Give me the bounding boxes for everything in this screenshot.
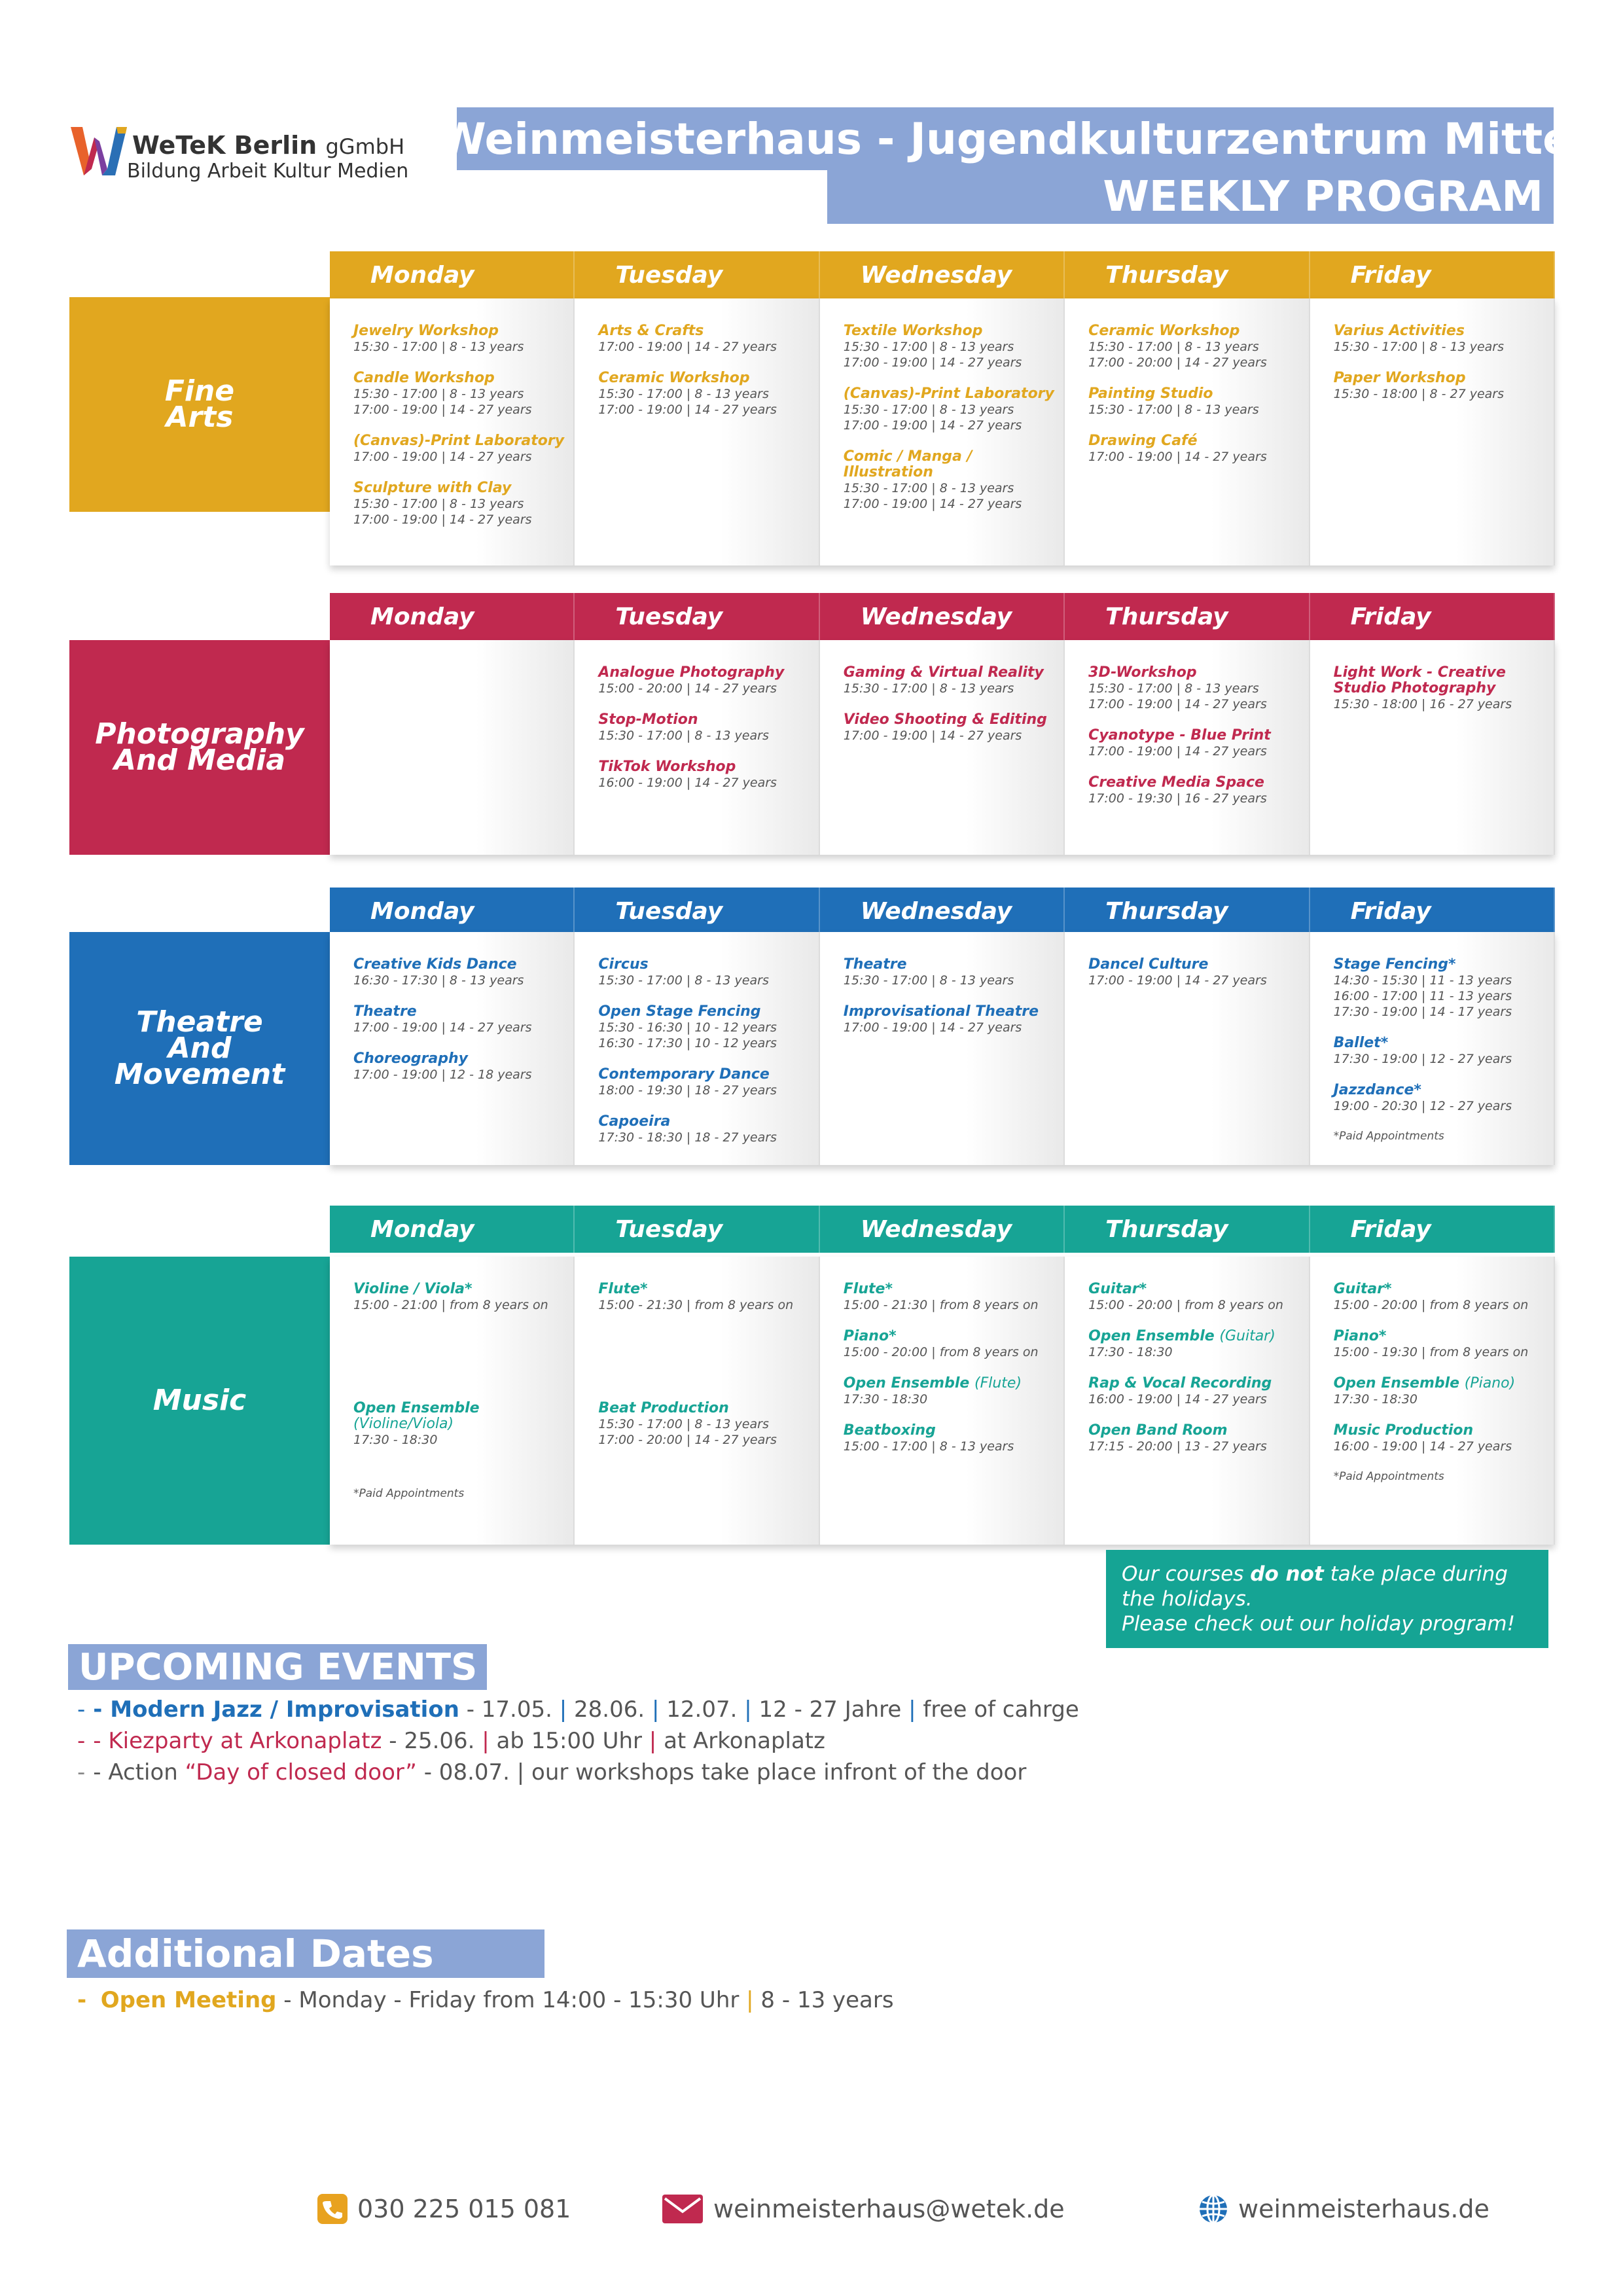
schedule-entry [353,370,567,418]
entry-title: Dancel Culture [1088,956,1209,973]
entry-time: 17:00 - 20:00 | 14 - 27 years [1088,355,1267,370]
entry-title: Violine / Viola* [353,1281,473,1297]
schedule-entry [844,1423,1057,1454]
schedule-entry [1088,1282,1302,1313]
schedule-entry [353,323,567,355]
day-column-tuesday [575,298,819,565]
day-label-friday: Friday [1310,251,1555,298]
paid-appointments-note: *Paid Appointments [1333,1470,1444,1483]
entry-title: Guitar* [1333,1281,1392,1297]
schedule-entry [1088,775,1302,806]
entry-title: Open Ensemble (Guitar) [1088,1328,1275,1344]
entry-title: (Canvas)-Print Laboratory [843,386,1054,402]
entry-time: 15:00 - 20:00 | from 8 years on [843,1345,1039,1359]
entry-time: 15:00 - 17:00 | 8 - 13 years [843,1439,1014,1454]
schedule-entry [1088,386,1302,418]
schedule-entry [598,370,812,418]
entry-title: Painting Studio [1088,386,1213,402]
schedule-entry [844,323,1057,370]
schedule-entry [1334,1376,1547,1407]
entry-time: 17:00 - 19:30 | 16 - 27 years [1088,791,1267,806]
entry-title: Stage Fencing* [1333,956,1456,973]
day-column-wednesday [820,298,1065,565]
day-label-tuesday: Tuesday [575,888,819,935]
day-header-row [330,251,1555,298]
entry-time: 15:30 - 17:00 | 8 - 13 years [598,387,769,401]
entry-title: Piano* [1333,1328,1387,1344]
schedule-entry [598,323,812,355]
entry-title: Ceramic Workshop [598,370,750,386]
entry-title: Candle Workshop [353,370,495,386]
entry-time: 17:00 - 19:00 | 14 - 27 years [843,418,1022,433]
category-label [69,640,330,855]
email-address: weinmeisterhaus@wetek.de [713,2195,1065,2223]
brand-name: WeTeK Berlin gGmbH [132,131,405,160]
entry-time: 15:30 - 17:00 | 8 - 13 years [843,403,1014,417]
schedule-entry [1088,323,1302,370]
entry-time: 15:30 - 18:00 | 16 - 27 years [1333,697,1512,711]
schedule-entry [353,1282,567,1313]
schedule-entry [1088,1423,1302,1454]
entry-time: 17:00 - 19:00 | 14 - 27 years [843,497,1022,511]
entry-title: Creative Kids Dance [353,956,517,973]
entry-title: Music Production [1333,1422,1474,1439]
entry-title: Improvisational Theatre [843,1003,1039,1020]
entry-title: Guitar* [1088,1281,1147,1297]
day-label-thursday: Thursday [1065,888,1310,935]
entry-time: 15:30 - 16:30 | 10 - 12 years [598,1020,777,1035]
wetek-logo-icon [69,123,128,182]
day-label-monday: Monday [330,251,575,298]
day-label-tuesday: Tuesday [575,593,819,640]
schedule-entry [598,1282,812,1313]
entry-title: Varius Activities [1333,323,1465,339]
entry-title: Textile Workshop [843,323,983,339]
day-label-wednesday: Wednesday [820,593,1065,640]
entry-title: Open Ensemble (Flute) [843,1375,1022,1391]
additional-date-name: Open Meeting [100,1987,277,2013]
entry-time: 17:00 - 19:00 | 14 - 27 years [1088,744,1267,759]
schedule-entry [844,665,1057,696]
entry-time: 17:00 - 19:00 | 14 - 27 years [353,450,532,464]
entry-time: 15:30 - 17:00 | 8 - 13 years [1333,340,1505,354]
day-header-row [330,1206,1555,1253]
entry-time: 15:30 - 17:00 | 8 - 13 years [843,973,1014,988]
entry-time: 17:00 - 19:00 | 14 - 27 years [843,1020,1022,1035]
day-column-tuesday [575,640,819,855]
entry-time: 15:30 - 18:00 | 8 - 27 years [1333,387,1505,401]
entry-time: 17:00 - 19:00 | 14 - 27 years [1088,450,1267,464]
entry-time: 16:00 - 19:00 | 14 - 27 years [598,776,777,790]
entry-time: 16:00 - 19:00 | 14 - 27 years [1333,1439,1512,1454]
paid-appointments-note: *Paid Appointments [353,1487,465,1500]
event-name: - Modern Jazz / Improvisation [93,1696,459,1723]
day-column-friday [1310,1257,1555,1545]
phone-icon [317,2193,348,2225]
day-label-thursday: Thursday [1065,251,1310,298]
entry-time: 17:00 - 19:00 | 14 - 27 years [1088,973,1267,988]
schedule-entry [1334,665,1547,712]
schedule-entry [598,957,812,988]
entry-time: 17:00 - 19:00 | 14 - 27 years [598,403,777,417]
category-name: Photography And Media [95,717,304,777]
entry-time: 17:00 - 19:00 | 14 - 27 years [1088,697,1267,711]
entry-title: Piano* [843,1328,897,1344]
day-column-monday [330,640,575,855]
day-label-wednesday: Wednesday [820,1206,1065,1253]
website-url: weinmeisterhaus.de [1238,2195,1489,2223]
entry-time: 17:00 - 19:00 | 14 - 27 years [843,355,1022,370]
entry-title: Light Work - Creative Studio Photography [1333,664,1506,696]
schedule-entry [844,386,1057,433]
entry-time: 15:30 - 17:00 | 8 - 13 years [353,497,524,511]
schedule-entry [1334,1282,1547,1313]
entry-title: TikTok Workshop [598,759,736,775]
day-label-monday: Monday [330,593,575,640]
entry-title: Open Ensemble (Violine/Viola) [353,1400,480,1432]
entry-time: 17:00 - 20:00 | 14 - 27 years [598,1433,777,1447]
day-column-tuesday [575,932,819,1165]
entry-time: 17:30 - 18:30 [1088,1345,1173,1359]
entry-time: 17:30 - 18:30 [1333,1392,1418,1407]
entry-title: Analogue Photography [598,664,785,681]
day-column-monday [330,1257,575,1545]
category-label [69,932,330,1165]
footer-phone[interactable] [317,2191,571,2227]
category-label [69,1257,330,1545]
entry-time: 15:30 - 17:00 | 8 - 13 years [353,387,524,401]
footer-email[interactable] [661,2191,1065,2227]
entry-time: 15:30 - 17:00 | 8 - 13 years [1088,403,1259,417]
schedule-entry [598,665,812,696]
entry-time: 15:30 - 17:00 | 8 - 13 years [1088,681,1259,696]
day-label-tuesday: Tuesday [575,251,819,298]
entry-time: 15:00 - 21:30 | from 8 years on [843,1298,1039,1312]
category-label [69,297,330,512]
entry-time: 15:30 - 17:00 | 8 - 13 years [598,1417,769,1431]
schedule-entry [1334,1329,1547,1360]
entry-title: (Canvas)-Print Laboratory [353,433,565,449]
entry-time: 17:15 - 20:00 | 13 - 27 years [1088,1439,1267,1454]
entry-time: 14:30 - 15:30 | 11 - 13 years [1333,973,1512,988]
entry-title: Flute* [843,1281,893,1297]
schedule-entry [1334,370,1547,402]
schedule-entry [353,480,567,528]
entry-time: 15:30 - 17:00 | 8 - 13 years [1088,340,1259,354]
entry-title: Ballet* [1333,1035,1389,1051]
entry-title: Comic / Manga / Illustration [843,448,972,480]
day-label-wednesday: Wednesday [820,888,1065,935]
day-header-row [330,593,1555,640]
additional-dates-title: Additional Dates [67,1929,544,1978]
entry-title: Beat Production [598,1400,729,1416]
schedule-entry [844,1004,1057,1035]
day-label-friday: Friday [1310,1206,1555,1253]
entry-time: 15:00 - 20:00 | from 8 years on [1333,1298,1529,1312]
entry-title: Flute* [598,1281,648,1297]
additional-date-item: - Open Meeting - Monday - Friday from 14:00 - 15:30 Uhr | 8 - 13 years [77,1987,894,2013]
entry-time: 17:30 - 18:30 [353,1433,438,1447]
entry-time: 16:30 - 17:30 | 10 - 12 years [598,1036,777,1050]
day-label-friday: Friday [1310,593,1555,640]
day-label-wednesday: Wednesday [820,251,1065,298]
schedule-entry [1334,1083,1547,1114]
schedule-entry [353,1004,567,1035]
schedule-entry [1088,957,1302,988]
schedule-grid [330,1257,1555,1545]
holiday-note: Our courses do not take place during the holidays. Please check out our holiday program! [1106,1550,1548,1648]
schedule-entry [844,957,1057,988]
entry-time: 15:30 - 17:00 | 8 - 13 years [843,340,1014,354]
entry-title: Paper Workshop [1333,370,1466,386]
wetek-logo [69,123,410,188]
entry-title: Open Ensemble (Piano) [1333,1375,1516,1391]
schedule-entry [353,433,567,465]
entry-time: 17:30 - 18:30 [843,1392,928,1407]
entry-title: Jewelry Workshop [353,323,499,339]
day-header-row [330,888,1555,935]
entry-time: 15:00 - 21:00 | from 8 years on [353,1298,548,1312]
entry-title: Arts & Crafts [598,323,704,339]
entry-title: Contemporary Dance [598,1066,770,1083]
event-item: - - Action “Day of closed door” - 08.07. | our workshops take place infront of the door [77,1759,1027,1785]
entry-time: 17:00 - 19:00 | 14 - 27 years [353,512,532,527]
day-label-friday: Friday [1310,888,1555,935]
event-item: - - Modern Jazz / Improvisation - 17.05. | 28.06. | 12.07. | 12 - 27 Jahre | free of cahrge [77,1696,1079,1723]
entry-time: 17:00 - 19:00 | 14 - 27 years [353,403,532,417]
schedule-grid [330,298,1555,565]
schedule-entry [1334,1035,1547,1067]
schedule-entry [353,1401,567,1448]
entry-title: Theatre [353,1003,417,1020]
page-title: Weinmeisterhaus - Jugendkulturzentrum Mitte [457,107,1554,170]
entry-title: Rap & Vocal Recording [1088,1375,1272,1391]
entry-title: Choreography [353,1050,469,1067]
day-column-tuesday [575,1257,819,1545]
entry-time: 16:00 - 17:00 | 11 - 13 years [1333,989,1512,1003]
day-label-tuesday: Tuesday [575,1206,819,1253]
phone-number: 030 225 015 081 [357,2195,571,2223]
day-column-wednesday [820,1257,1065,1545]
entry-title: Ceramic Workshop [1088,323,1240,339]
schedule-grid [330,932,1555,1165]
schedule-entry [598,712,812,744]
event-item: - - Kiezparty at Arkonaplatz - 25.06. | ab 15:00 Uhr | at Arkonaplatz [77,1728,825,1754]
entry-title: Theatre [843,956,907,973]
schedule-entry [1334,957,1547,1020]
schedule-entry [1334,323,1547,355]
paid-appointments-note: *Paid Appointments [1333,1130,1444,1143]
schedule-entry [1088,1329,1302,1360]
entry-title: Jazzdance* [1333,1082,1421,1098]
schedule-entry [598,1114,812,1145]
entry-time: 17:00 - 19:00 | 14 - 27 years [843,728,1022,743]
mail-icon [661,2193,704,2225]
day-label-monday: Monday [330,1206,575,1253]
category-name: Music [152,1384,247,1417]
entry-title: Video Shooting & Editing [843,711,1047,728]
globe-icon [1198,2193,1229,2225]
event-name: “Day of closed door” [185,1759,417,1785]
upcoming-events-title: UPCOMING EVENTS [68,1644,487,1690]
day-column-monday [330,932,575,1165]
day-column-monday [330,298,575,565]
entry-title: Gaming & Virtual Reality [843,664,1044,681]
schedule-entry [1334,1423,1547,1454]
entry-time: 16:30 - 17:30 | 8 - 13 years [353,973,524,988]
schedule-entry [1088,728,1302,759]
category-name: Fine Arts [164,374,235,434]
entry-time: 15:30 - 17:00 | 8 - 13 years [598,973,769,988]
entry-time: 17:00 - 19:00 | 14 - 27 years [598,340,777,354]
entry-time: 15:00 - 21:30 | from 8 years on [598,1298,794,1312]
entry-time: 18:00 - 19:30 | 18 - 27 years [598,1083,777,1098]
schedule-entry [1088,1376,1302,1407]
entry-title: Capoeira [598,1113,671,1130]
footer-website[interactable] [1198,2191,1489,2227]
day-column-friday [1310,298,1555,565]
entry-title: Open Stage Fencing [598,1003,761,1020]
entry-time: 15:30 - 17:00 | 8 - 13 years [598,728,769,743]
entry-time: 15:00 - 19:30 | from 8 years on [1333,1345,1529,1359]
schedule-entry [598,1004,812,1051]
schedule-entry [598,1401,812,1448]
schedule-entry [353,957,567,988]
schedule-grid [330,640,1555,855]
brand-tagline: Bildung Arbeit Kultur Medien [127,160,409,183]
entry-title: 3D-Workshop [1088,664,1197,681]
schedule-entry [1088,665,1302,712]
entry-time: 15:30 - 17:00 | 8 - 13 years [353,340,524,354]
entry-time: 17:00 - 19:00 | 12 - 18 years [353,1067,532,1082]
day-label-monday: Monday [330,888,575,935]
entry-time: 17:30 - 19:00 | 14 - 17 years [1333,1005,1512,1019]
day-column-thursday [1065,298,1310,565]
day-column-friday [1310,932,1555,1165]
entry-time: 15:30 - 17:00 | 8 - 13 years [843,481,1014,495]
entry-time: 17:30 - 19:00 | 12 - 27 years [1333,1052,1512,1066]
entry-time: 15:00 - 20:00 | from 8 years on [1088,1298,1283,1312]
entry-title: Cyanotype - Blue Print [1088,727,1271,744]
entry-time: 15:30 - 17:00 | 8 - 13 years [843,681,1014,696]
day-label-thursday: Thursday [1065,1206,1310,1253]
day-column-wednesday [820,640,1065,855]
day-column-thursday [1065,932,1310,1165]
schedule-entry [844,1282,1057,1313]
entry-title: Circus [598,956,649,973]
page-subtitle: WEEKLY PROGRAM [827,170,1554,224]
day-column-thursday [1065,640,1310,855]
schedule-entry [353,1051,567,1083]
entry-time: 16:00 - 19:00 | 14 - 27 years [1088,1392,1267,1407]
entry-time: 17:30 - 18:30 | 18 - 27 years [598,1130,777,1145]
entry-time: 17:00 - 19:00 | 14 - 27 years [353,1020,532,1035]
schedule-entry [844,1376,1057,1407]
day-label-thursday: Thursday [1065,593,1310,640]
schedule-entry [844,712,1057,744]
entry-title: Stop-Motion [598,711,698,728]
entry-title: Open Band Room [1088,1422,1228,1439]
day-column-thursday [1065,1257,1310,1545]
event-name: - Kiezparty at Arkonaplatz [93,1728,382,1754]
entry-title: Sculpture with Clay [353,480,512,496]
entry-time: 15:00 - 20:00 | 14 - 27 years [598,681,777,696]
entry-time: 19:00 - 20:30 | 12 - 27 years [1333,1099,1512,1113]
day-column-wednesday [820,932,1065,1165]
schedule-entry [844,1329,1057,1360]
schedule-entry [598,1067,812,1098]
day-column-friday [1310,640,1555,855]
category-name: Theatre And Movement [114,1005,285,1091]
entry-title: Beatboxing [843,1422,936,1439]
schedule-entry [844,449,1057,512]
entry-title: Drawing Café [1088,433,1198,449]
schedule-entry [1088,433,1302,465]
entry-title: Creative Media Space [1088,774,1264,791]
schedule-entry [598,759,812,791]
